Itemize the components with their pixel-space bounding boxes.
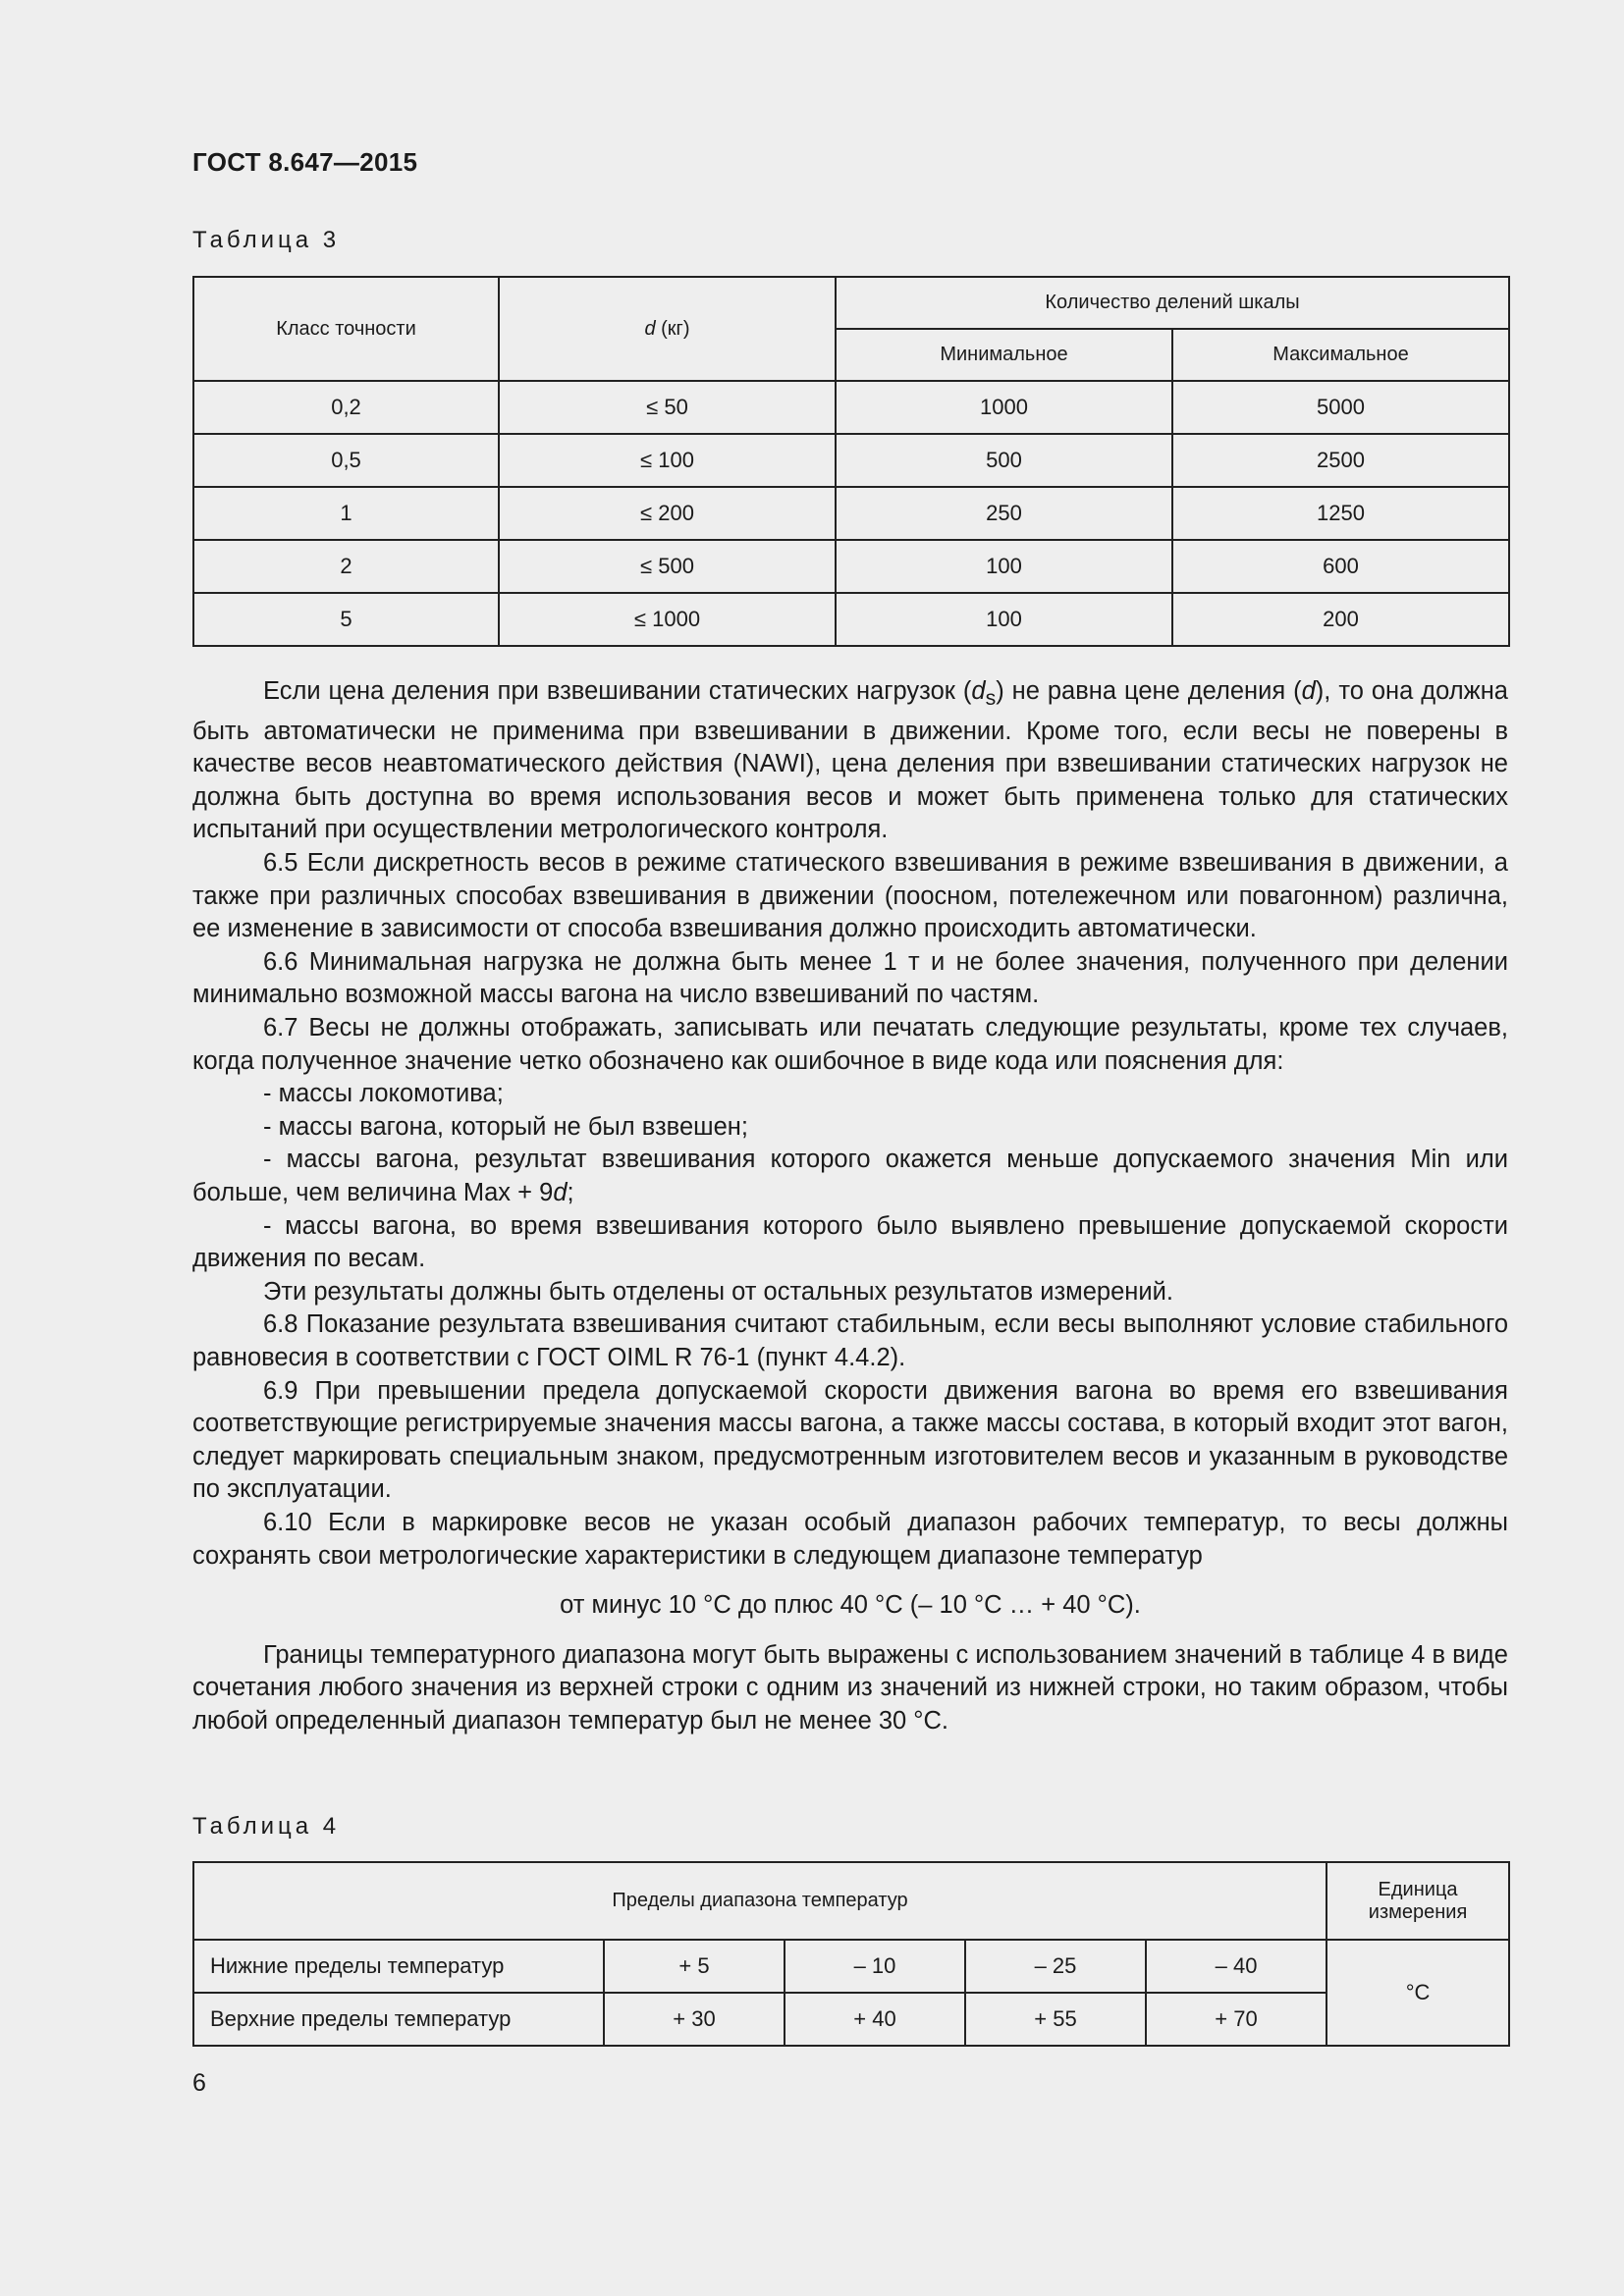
table-cell: 5 (193, 593, 499, 646)
table-cell: 0,5 (193, 434, 499, 487)
list-item: - массы локомотива; (263, 1080, 504, 1108)
table-cell: 2 (193, 540, 499, 593)
table-cell: 600 (1172, 540, 1509, 593)
table4-header-unit: Единица измерения (1326, 1862, 1509, 1940)
table3-header-d (499, 277, 836, 381)
body-text (192, 675, 1508, 1738)
paragraph-6-7: 6.7 Весы не должны отображать, записывать или печатать следующие результаты, кроме тех случаев, когда полученное значение четко обозначено как ошибочное в виде кода или пояснения для: (192, 1014, 1508, 1075)
table-cell: + 30 (604, 1993, 785, 2046)
text-run: d (1301, 677, 1316, 705)
text-run: ), то она должна быть автоматически не применима при взвешивании в движении. Кроме того, если весы не поверены в качестве весов неавтоматического действия (NAWI), цена деления при взвешивании статических нагрузок не должна быть доступна во время использования весов и может быть применена только для статических испытаний при осуществлении метрологического контроля. (192, 677, 1508, 844)
text-run: ) не равна цене деления ( (996, 677, 1302, 705)
table3-header-min: Минимальное (836, 329, 1172, 381)
document-header: ГОСТ 8.647—2015 (192, 147, 418, 177)
table4-unit: °С (1326, 1940, 1509, 2046)
table-cell: ≤ 100 (499, 434, 836, 487)
paragraph-6-9: 6.9 При превышении предела допускаемой скорости движения вагона во время его взвешивания соответствующие регистрируемые значения массы вагона, а также массы состава, в который входит этот вагон, следует маркировать специальным знаком, предусмотренным изготовителем весов и указанным в руководстве по эксплуатации. (192, 1376, 1508, 1504)
temperature-range-formula: от минус 10 °С до плюс 40 °С (– 10 °С … + 40 °С). (560, 1591, 1141, 1620)
table3-caption: Таблица 3 (192, 227, 341, 253)
table-row (193, 1993, 1509, 2046)
table-cell: 100 (836, 540, 1172, 593)
table-cell: 250 (836, 487, 1172, 540)
table-cell: – 40 (1146, 1940, 1326, 1993)
table3-header-d-symbol: d (644, 317, 656, 340)
paragraph-separate-results: Эти результаты должны быть отделены от остальных результатов измерений. (263, 1277, 1173, 1306)
table-cell: ≤ 500 (499, 540, 836, 593)
table4-lower-label: Нижние пределы температур (193, 1940, 604, 1993)
paragraph-6-8: 6.8 Показание результата взвешивания считают стабильным, если весы выполняют условие стабильного равновесия в соответствии с ГОСТ OIML R 76-1 (пункт 4.4.2). (192, 1310, 1508, 1371)
text-run: d (553, 1179, 568, 1206)
table-row (193, 487, 1509, 540)
table3-header-max: Максимальное (1172, 329, 1509, 381)
table-row (193, 593, 1509, 646)
table-cell: + 55 (965, 1993, 1146, 2046)
table-cell: – 25 (965, 1940, 1146, 1993)
table-row (193, 381, 1509, 434)
table3-header-d-unit: (кг) (655, 317, 690, 340)
table-cell: 100 (836, 593, 1172, 646)
table3-header-class: Класс точности (193, 277, 499, 381)
table-cell: 1250 (1172, 487, 1509, 540)
list-item: - массы вагона, который не был взвешен; (263, 1112, 748, 1141)
table4-header-range: Пределы диапазона температур (193, 1862, 1326, 1940)
table-row (193, 1940, 1509, 1993)
table4-caption: Таблица 4 (192, 1813, 341, 1840)
table-cell: ≤ 50 (499, 381, 836, 434)
table-cell: 2500 (1172, 434, 1509, 487)
text-run: ; (567, 1179, 574, 1206)
table-cell: + 5 (604, 1940, 785, 1993)
paragraph-6-6: 6.6 Минимальная нагрузка не должна быть менее 1 т и не более значения, полученного при делении минимально возможной массы вагона на число взвешиваний по частям. (192, 947, 1508, 1009)
table4-upper-label: Верхние пределы температур (193, 1993, 604, 2046)
paragraph-temperature-bounds: Границы температурного диапазона могут быть выражены с использованием значений в таблице 4 в виде сочетания любого значения из верхней строки с одним из значений из нижней строки, но таким образом, чтобы любой определенный диапазон температур был не менее 30 °С. (192, 1640, 1508, 1735)
text-run: s (985, 686, 997, 711)
table3-header-divisions: Количество делений шкалы (836, 277, 1509, 329)
table-cell: 1000 (836, 381, 1172, 434)
list-item: - массы вагона, во время взвешивания которого было выявлено превышение допускаемой скорости движения по весам. (192, 1211, 1508, 1273)
table-cell: ≤ 200 (499, 487, 836, 540)
page-number: 6 (192, 2069, 206, 2097)
paragraph-6-5: 6.5 Если дискретность весов в режиме статического взвешивания в режиме взвешивания в движении, а также при различных способах взвешивания в движении (поосном, потележечном или повагонном) различна, ее изменение в зависимости от способа взвешивания должно происходить автоматически. (192, 849, 1508, 943)
table-4 (192, 1861, 1510, 2047)
table-cell: 500 (836, 434, 1172, 487)
table-cell: 1 (193, 487, 499, 540)
table-cell: ≤ 1000 (499, 593, 836, 646)
table-cell: – 10 (785, 1940, 965, 1993)
table-3 (192, 276, 1510, 647)
table-cell: 200 (1172, 593, 1509, 646)
table-cell: + 40 (785, 1993, 965, 2046)
text-run: - массы вагона, результат взвешивания которого окажется меньше допускаемого значения Min или больше, чем величина Max + 9 (192, 1146, 1508, 1206)
text-run: d (971, 677, 986, 705)
table-row (193, 540, 1509, 593)
table-cell: + 70 (1146, 1993, 1326, 2046)
table-row (193, 434, 1509, 487)
paragraph-scale-interval (192, 675, 1508, 847)
paragraph-6-10: 6.10 Если в маркировке весов не указан особый диапазон рабочих температур, то весы должны сохранять свои метрологические характеристики в следующем диапазоне температур (192, 1508, 1508, 1570)
table-cell: 0,2 (193, 381, 499, 434)
text-run: Если цена деления при взвешивании статических нагрузок ( (263, 677, 972, 705)
table-cell: 5000 (1172, 381, 1509, 434)
list-item (192, 1144, 1508, 1209)
